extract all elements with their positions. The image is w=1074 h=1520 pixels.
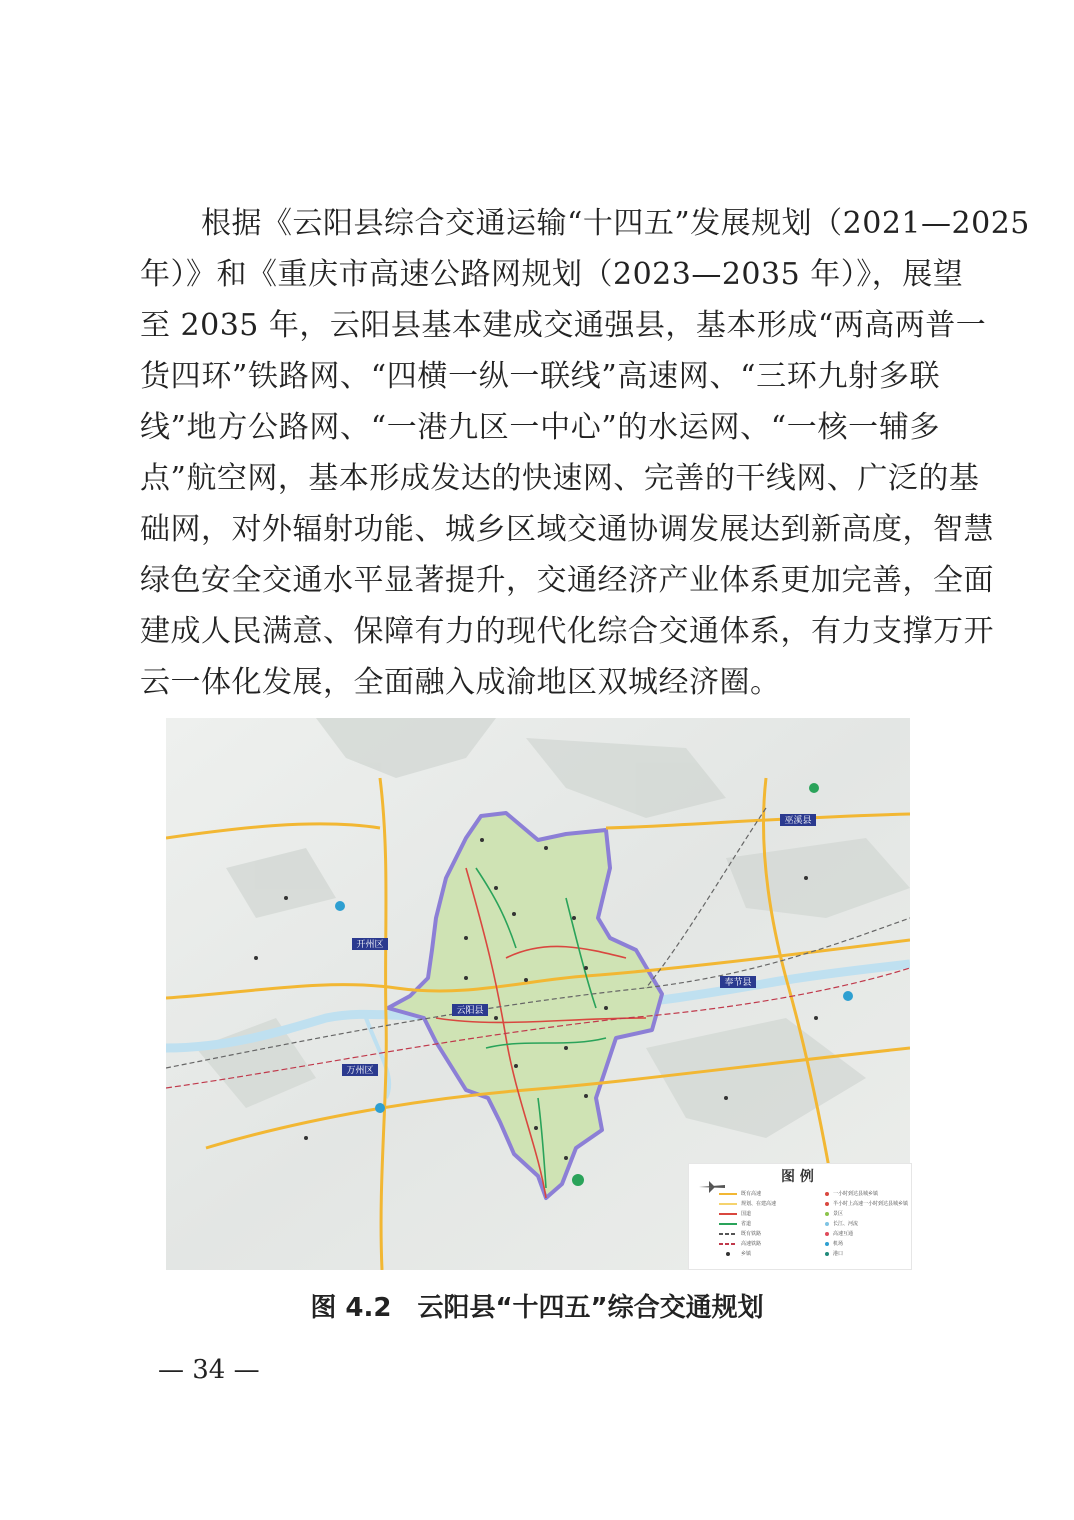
legend-swatch-high-speed-railway <box>719 1243 737 1245</box>
wuxi-label: 巫溪县 <box>784 816 812 826</box>
legend-swatch-national-road <box>719 1213 737 1215</box>
fengjie-airport-icon <box>843 991 853 1001</box>
legend-item: 省道 <box>741 1221 752 1227</box>
paragraph-line: 础网，对外辐射功能、城乡区域交通协调发展达到新高度，智慧 <box>140 512 994 547</box>
legend-item: 景区 <box>833 1211 844 1217</box>
paragraph-line: 年）》和《重庆市高速公路网规划（2023—2035 年）》，展望 <box>140 257 964 292</box>
legend-item: 长江、河流 <box>833 1221 859 1227</box>
legend-item: 高速铁路 <box>741 1241 762 1247</box>
figure-caption: 图 4.2 云阳县“十四五”综合交通规划 <box>310 1293 764 1323</box>
legend-dot-airport <box>825 1242 829 1246</box>
legend-item: 规划、在建高速 <box>741 1201 777 1207</box>
legend-item: 一小时到达县城乡镇 <box>833 1191 879 1197</box>
legend-item: 高速互通 <box>833 1231 854 1237</box>
fengjie-label: 奉节县 <box>724 978 752 988</box>
legend-item: 半小时上高速一小时到达县城乡镇 <box>833 1201 909 1207</box>
legend-item: 乡镇 <box>741 1251 752 1257</box>
legend-dot-scenic <box>825 1212 829 1216</box>
paragraph-line: 云一体化发展，全面融入成渝地区双城经济圈。 <box>140 665 781 700</box>
legend-dot-river <box>825 1222 829 1226</box>
legend-dot-half-hour <box>825 1202 829 1206</box>
yunyang-label: 云阳县 <box>456 1006 484 1016</box>
paragraph-line: 至 2035 年，云阳县基本建成交通强县，基本形成“两高两普一 <box>140 308 987 343</box>
legend-swatch-planned-expressway <box>719 1203 737 1205</box>
legend-item: 既有高速 <box>741 1191 762 1197</box>
legend-swatch-expressway <box>719 1193 737 1195</box>
paragraph-line: 点”航空网，基本形成发达的快速网、完善的干线网、广泛的基 <box>140 461 980 496</box>
kaizhou-label: 开州区 <box>356 940 384 950</box>
paragraph-line: 货四环”铁路网、“四横一纵一联线”高速网、“三环九射多联 <box>140 359 940 394</box>
legend-dot-port <box>825 1252 829 1256</box>
legend-item: 港口 <box>833 1251 844 1257</box>
kaizhou-airport-icon <box>335 901 345 911</box>
legend-swatch-railway <box>719 1233 737 1235</box>
map-legend <box>688 1163 912 1270</box>
wuxi-scenic-icon <box>809 783 819 793</box>
paragraph-line: 建成人民满意、保障有力的现代化综合交通体系，有力支撑万开 <box>140 614 994 649</box>
page-number: — 34 — <box>158 1355 260 1385</box>
legend-dot-one-hour <box>825 1192 829 1196</box>
legend-dot-interchange <box>825 1232 829 1236</box>
south-scenic-icon <box>572 1174 584 1186</box>
legend-item: 既有铁路 <box>741 1231 762 1237</box>
body-paragraph <box>140 198 1030 708</box>
legend-dot-township <box>726 1252 730 1256</box>
paragraph-line: 根据《云阳县综合交通运输“十四五”发展规划（2021—2025 <box>140 206 1030 241</box>
wanzhou-label: 万州区 <box>346 1066 374 1076</box>
legend-item: 机场 <box>833 1241 844 1247</box>
legend-item: 国道 <box>741 1211 752 1217</box>
legend-title: 图 例 <box>781 1169 814 1185</box>
legend-swatch-provincial-road <box>719 1223 737 1225</box>
paragraph-line: 绿色安全交通水平显著提升，交通经济产业体系更加完善，全面 <box>140 563 994 598</box>
paragraph-line: 线”地方公路网、“一港九区一中心”的水运网、“一核一辅多 <box>140 410 940 445</box>
wanzhou-airport-icon <box>375 1103 385 1113</box>
